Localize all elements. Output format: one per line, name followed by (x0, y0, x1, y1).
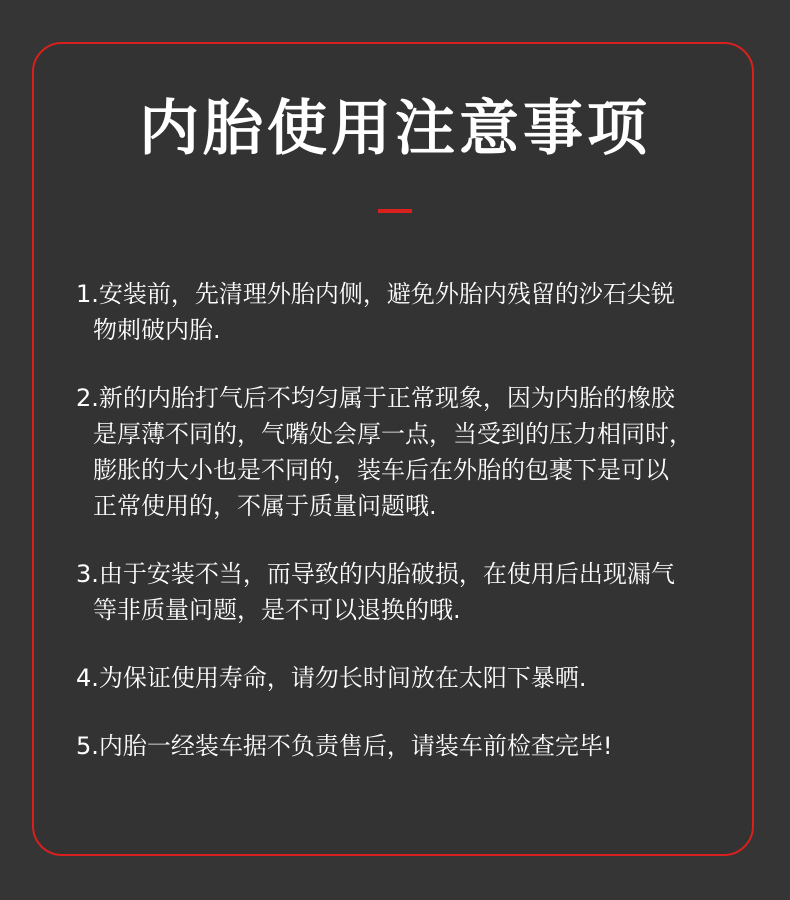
note-line: 是厚薄不同的，气嘴处会厚一点，当受到的压力相同时， (93, 420, 693, 448)
note-line: 3.由于安装不当，而导致的内胎破损，在使用后出现漏气 (76, 560, 675, 588)
note-line: 2.新的内胎打气后不均匀属于正常现象，因为内胎的橡胶 (76, 384, 675, 412)
note-item-2 (76, 380, 716, 524)
title-divider (378, 209, 412, 213)
page-title: 内胎使用注意事项 (139, 94, 651, 164)
note-item-3 (76, 556, 716, 628)
note-line: 膨胀的大小也是不同的，装车后在外胎的包裹下是可以 (93, 456, 669, 484)
note-line: 5.内胎一经装车据不负责售后，请装车前检查完毕! (76, 732, 613, 760)
notes-list (76, 276, 716, 796)
note-item-4 (76, 660, 716, 696)
note-line: 4.为保证使用寿命，请勿长时间放在太阳下暴晒. (76, 664, 587, 692)
note-line: 等非质量问题，是不可以退换的哦. (93, 596, 461, 624)
note-line: 正常使用的，不属于质量问题哦. (93, 492, 437, 520)
note-item-5 (76, 728, 716, 764)
note-line: 物刺破内胎. (93, 316, 221, 344)
note-item-1 (76, 276, 716, 348)
note-line: 1.安装前，先清理外胎内侧，避免外胎内残留的沙石尖锐 (76, 280, 675, 308)
